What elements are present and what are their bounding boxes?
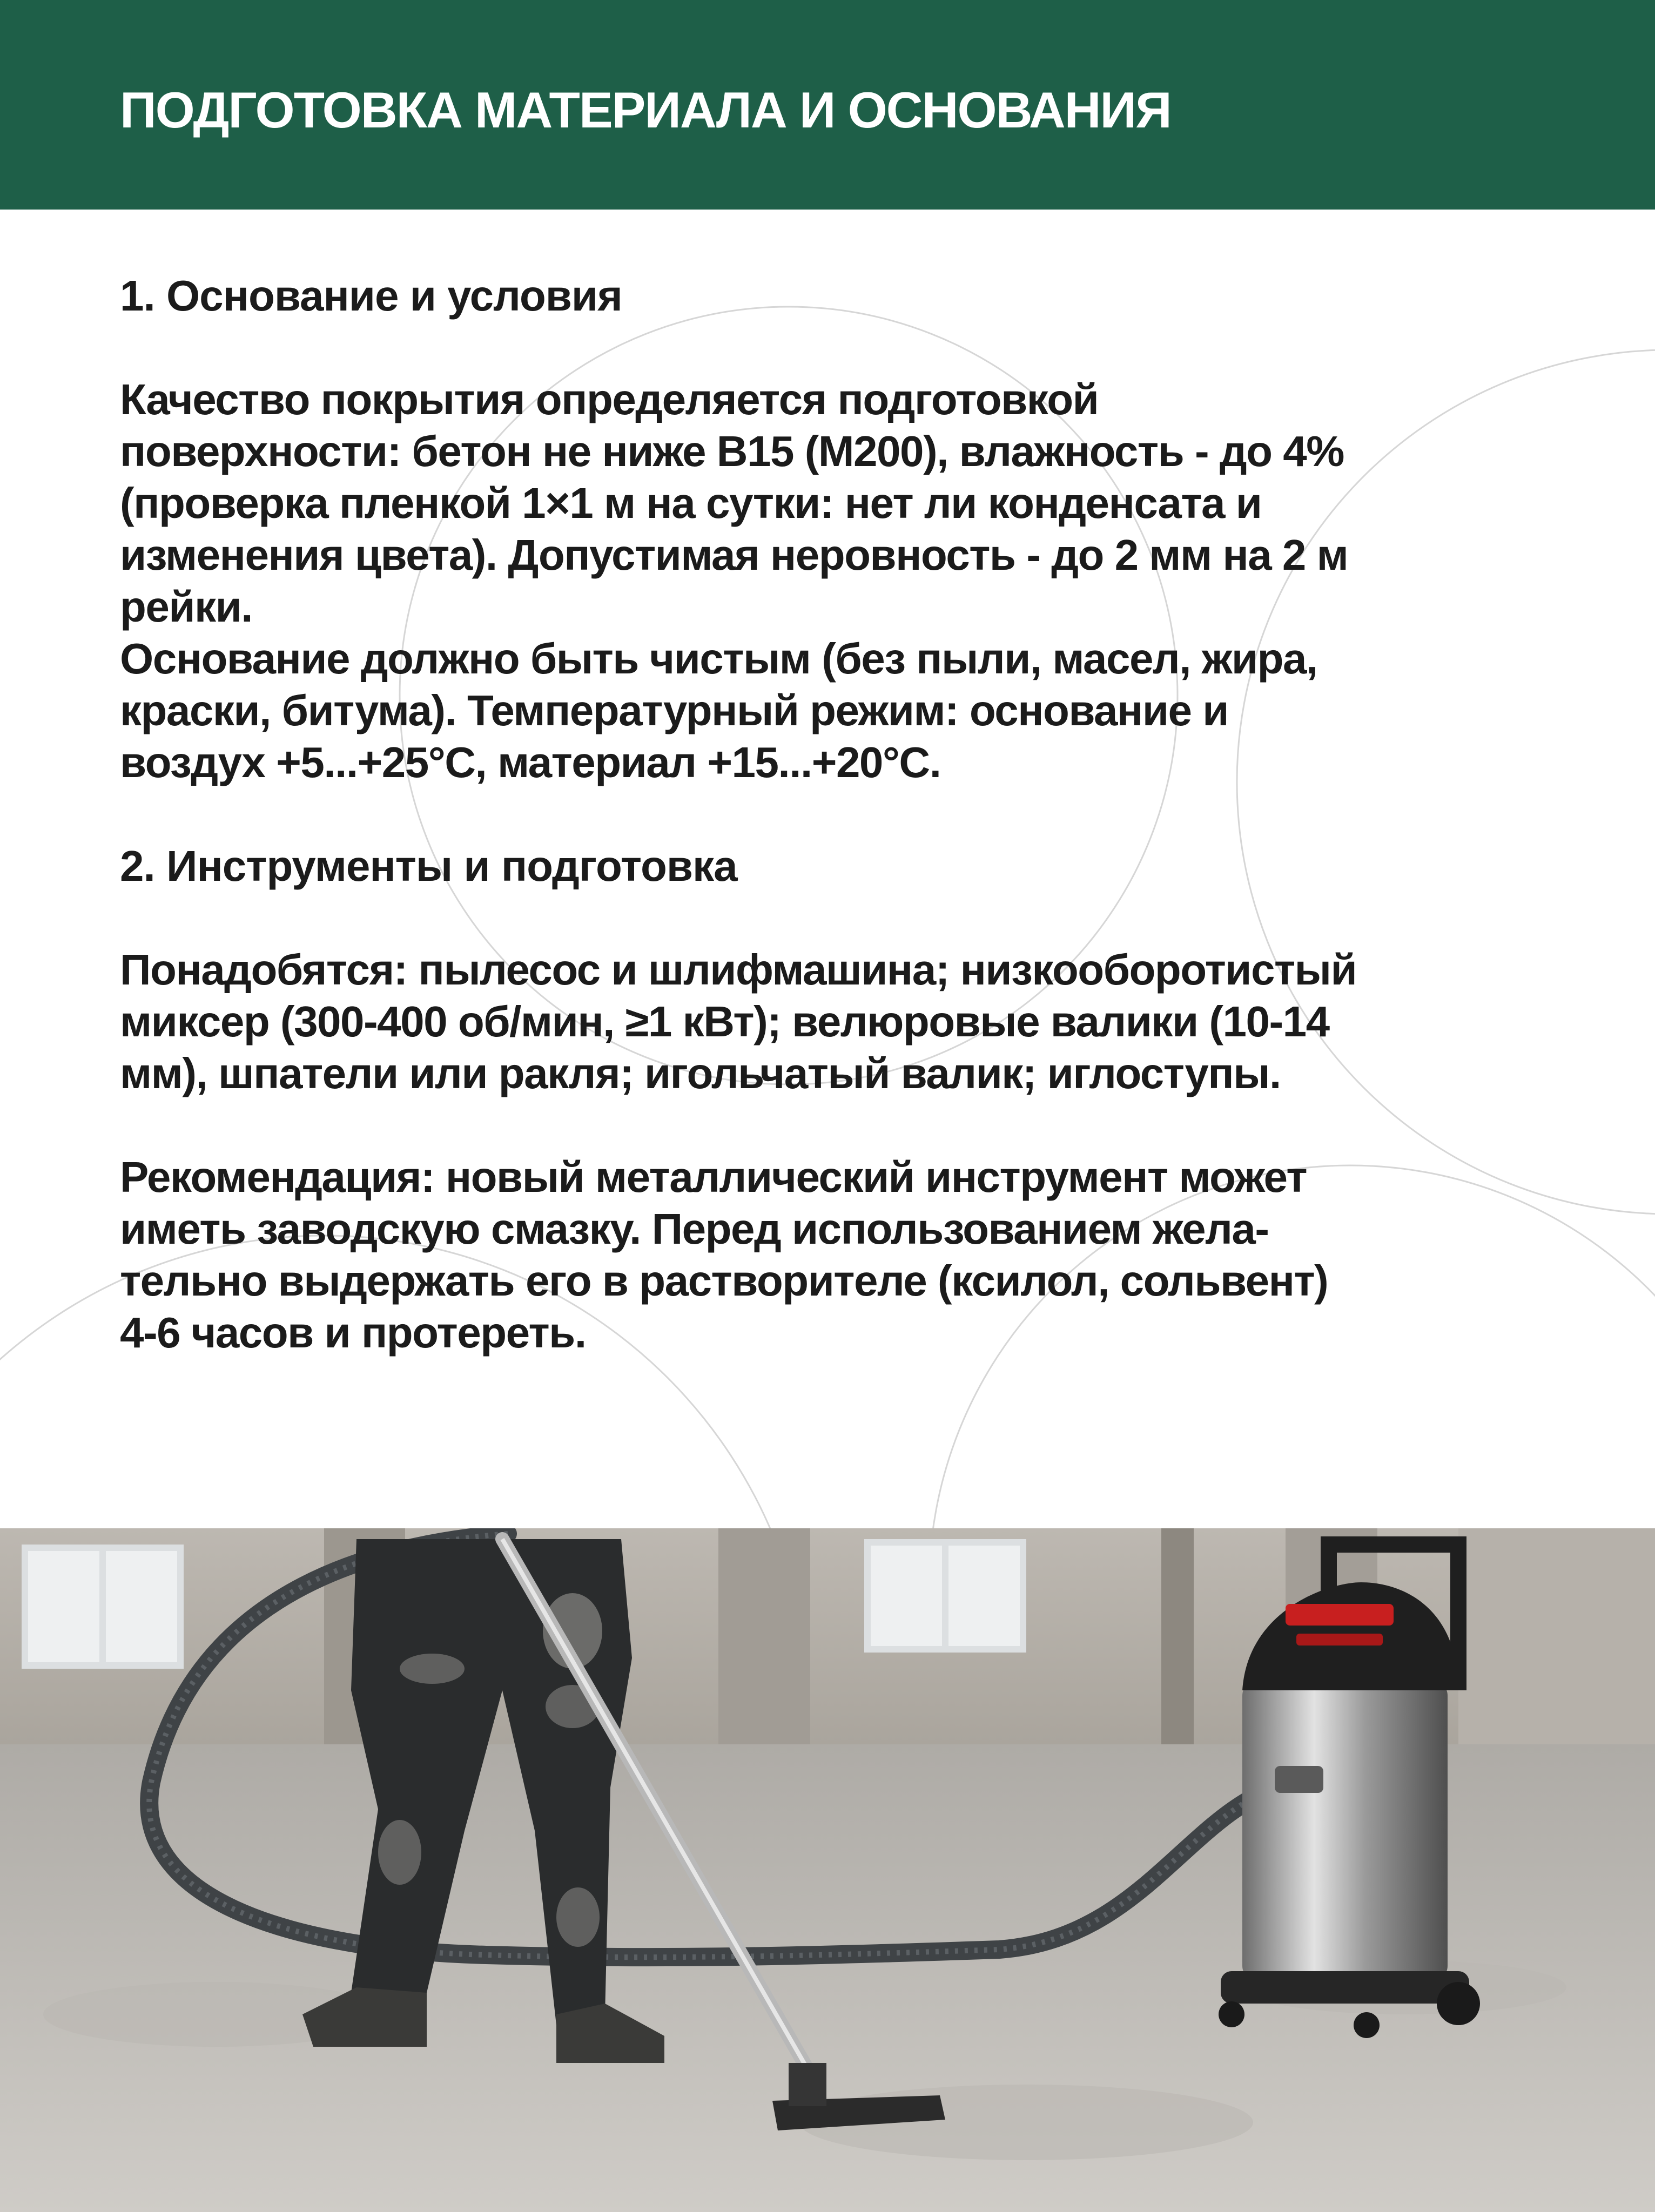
text-line: рейки. bbox=[120, 583, 252, 631]
tools-text bbox=[120, 944, 1557, 1100]
recommendation-text bbox=[120, 1151, 1557, 1359]
text-line: 4-6 часов и протереть. bbox=[120, 1309, 586, 1357]
text-line: Качество покрытия определяется подготовкой bbox=[120, 375, 1099, 423]
text-line: Основание должно быть чистым (без пыли, масел, жира, bbox=[120, 635, 1317, 683]
section-1-title: 1. Основание и условия bbox=[120, 272, 622, 320]
text-line: мм), шпатели или ракля; игольчатый валик; иглоступы. bbox=[120, 1049, 1281, 1097]
text-line: поверхности: бетон не ниже B15 (M200), влажность - до 4% bbox=[120, 427, 1344, 475]
main-content bbox=[120, 270, 1557, 1359]
text-line: изменения цвета). Допустимая неровность - до 2 мм на 2 м bbox=[120, 531, 1348, 579]
text-line: Понадобятся: пылесос и шлифмашина; низкооборотистый bbox=[120, 946, 1357, 994]
section-1-text bbox=[120, 374, 1557, 788]
text-line: Рекомендация: новый металлический инструмент может bbox=[120, 1153, 1307, 1201]
header-banner bbox=[0, 0, 1655, 210]
section-2-title: 2. Инструменты и подготовка bbox=[120, 842, 737, 890]
text-line: воздух +5...+25°C, материал +15...+20°C. bbox=[120, 738, 941, 786]
text-line: миксер (300-400 об/мин, ≥1 кВт); велюровые валики (10-14 bbox=[120, 997, 1329, 1046]
worker-vacuum-photo bbox=[0, 1528, 1655, 2212]
text-line: (проверка пленкой 1×1 м на сутки: нет ли конденсата и bbox=[120, 479, 1262, 527]
text-line: иметь заводскую смазку. Перед использованием жела- bbox=[120, 1205, 1269, 1253]
page-title: ПОДГОТОВКА МАТЕРИАЛА И ОСНОВАНИЯ bbox=[120, 82, 1171, 138]
text-line: краски, битума). Температурный режим: основание и bbox=[120, 686, 1228, 734]
text-line: тельно выдержать его в растворителе (ксилол, сольвент) bbox=[120, 1257, 1328, 1305]
